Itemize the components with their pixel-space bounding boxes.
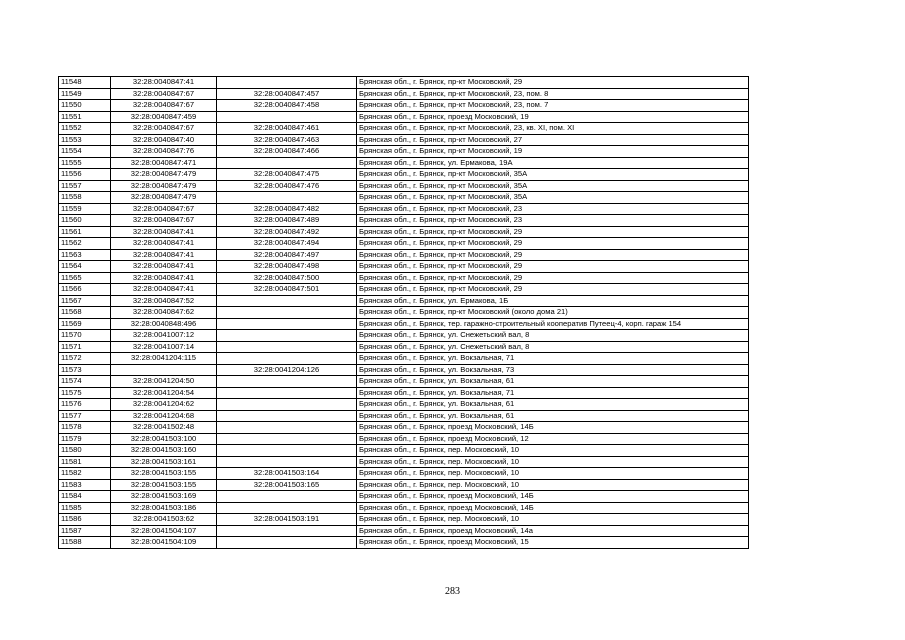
- cadastral-number-cell: [217, 341, 357, 353]
- table-row: [59, 502, 749, 514]
- cadastral-number-cell: 32:28:0040847:501: [217, 284, 357, 296]
- table-row: [59, 284, 749, 296]
- address-cell: Брянская обл., г. Брянск, пр-кт Московский, 23, кв. XI, пом. XI: [357, 123, 749, 135]
- address-cell: Брянская обл., г. Брянск, проезд Московский, 15: [357, 537, 749, 549]
- cadastral-number-cell: 32:28:0040847:492: [217, 226, 357, 238]
- table-row: [59, 341, 749, 353]
- parent-cadastral-number-cell: 32:28:0040847:67: [111, 100, 217, 112]
- row-number-cell: 11583: [59, 479, 111, 491]
- table-row: [59, 514, 749, 526]
- parent-cadastral-number-cell: 32:28:0041007:12: [111, 330, 217, 342]
- row-number-cell: 11551: [59, 111, 111, 123]
- cadastral-number-cell: [217, 307, 357, 319]
- address-cell: Брянская обл., г. Брянск, пр-кт Московский, 23, пом. 8: [357, 88, 749, 100]
- address-cell: Брянская обл., г. Брянск, пр-кт Московский, 29: [357, 272, 749, 284]
- address-cell: Брянская обл., г. Брянск, пр-кт Московский, 35А: [357, 169, 749, 181]
- address-cell: Брянская обл., г. Брянск, пр-кт Московский (около дома 21): [357, 307, 749, 319]
- table-row: [59, 479, 749, 491]
- address-cell: Брянская обл., г. Брянск, пр-кт Московский, 29: [357, 284, 749, 296]
- row-number-cell: 11581: [59, 456, 111, 468]
- address-cell: Брянская обл., г. Брянск, ул. Снежетьский вал, 8: [357, 330, 749, 342]
- cadastral-number-cell: 32:28:0040847:500: [217, 272, 357, 284]
- address-cell: Брянская обл., г. Брянск, пр-кт Московский, 29: [357, 226, 749, 238]
- address-cell: Брянская обл., г. Брянск, пр-кт Московский, 23: [357, 215, 749, 227]
- table-row: [59, 146, 749, 158]
- table-row: [59, 537, 749, 549]
- table-row: [59, 387, 749, 399]
- parent-cadastral-number-cell: 32:28:0040847:76: [111, 146, 217, 158]
- page-number: 283: [445, 586, 460, 597]
- address-cell: Брянская обл., г. Брянск, пер. Московский, 10: [357, 468, 749, 480]
- table-row: [59, 192, 749, 204]
- table-row: [59, 491, 749, 503]
- row-number-cell: 11578: [59, 422, 111, 434]
- parent-cadastral-number-cell: 32:28:0040847:41: [111, 238, 217, 250]
- row-number-cell: 11549: [59, 88, 111, 100]
- table-row: [59, 261, 749, 273]
- cadastral-number-cell: 32:28:0041503:191: [217, 514, 357, 526]
- cadastral-number-cell: [217, 525, 357, 537]
- address-cell: Брянская обл., г. Брянск, ул. Вокзальная, 71: [357, 387, 749, 399]
- cadastral-number-cell: [217, 387, 357, 399]
- row-number-cell: 11567: [59, 295, 111, 307]
- table-row: [59, 77, 749, 89]
- row-number-cell: 11570: [59, 330, 111, 342]
- address-cell: Брянская обл., г. Брянск, проезд Московский, 14Б: [357, 502, 749, 514]
- table-row: [59, 100, 749, 112]
- cadastral-number-cell: [217, 410, 357, 422]
- row-number-cell: 11571: [59, 341, 111, 353]
- table-row: [59, 295, 749, 307]
- address-cell: Брянская обл., г. Брянск, пр-кт Московский, 27: [357, 134, 749, 146]
- table-row: [59, 134, 749, 146]
- row-number-cell: 11553: [59, 134, 111, 146]
- row-number-cell: 11569: [59, 318, 111, 330]
- table-row: [59, 88, 749, 100]
- row-number-cell: 11563: [59, 249, 111, 261]
- row-number-cell: 11557: [59, 180, 111, 192]
- parent-cadastral-number-cell: [111, 364, 217, 376]
- cadastral-number-cell: [217, 445, 357, 457]
- table-row: [59, 364, 749, 376]
- table-row: [59, 422, 749, 434]
- address-cell: Брянская обл., г. Брянск, пр-кт Московский, 19: [357, 146, 749, 158]
- row-number-cell: 11561: [59, 226, 111, 238]
- parent-cadastral-number-cell: 32:28:0040847:67: [111, 123, 217, 135]
- address-cell: Брянская обл., г. Брянск, пр-кт Московский, 29: [357, 249, 749, 261]
- cadastral-number-cell: [217, 77, 357, 89]
- parent-cadastral-number-cell: 32:28:0041503:155: [111, 479, 217, 491]
- parent-cadastral-number-cell: 32:28:0040847:41: [111, 284, 217, 296]
- table-row: [59, 249, 749, 261]
- row-number-cell: 11579: [59, 433, 111, 445]
- parent-cadastral-number-cell: 32:28:0041204:62: [111, 399, 217, 411]
- row-number-cell: 11565: [59, 272, 111, 284]
- parent-cadastral-number-cell: 32:28:0041503:62: [111, 514, 217, 526]
- table-row: [59, 215, 749, 227]
- parent-cadastral-number-cell: 32:28:0040847:471: [111, 157, 217, 169]
- cadastral-number-cell: 32:28:0040847:461: [217, 123, 357, 135]
- table-row: [59, 445, 749, 457]
- row-number-cell: 11564: [59, 261, 111, 273]
- cadastral-number-cell: [217, 157, 357, 169]
- cadastral-number-cell: 32:28:0040847:475: [217, 169, 357, 181]
- row-number-cell: 11587: [59, 525, 111, 537]
- cadastral-number-cell: 32:28:0040847:466: [217, 146, 357, 158]
- parent-cadastral-number-cell: 32:28:0040847:62: [111, 307, 217, 319]
- parent-cadastral-number-cell: 32:28:0040847:41: [111, 226, 217, 238]
- address-cell: Брянская обл., г. Брянск, пер. Московский, 10: [357, 456, 749, 468]
- row-number-cell: 11588: [59, 537, 111, 549]
- parent-cadastral-number-cell: 32:28:0040847:52: [111, 295, 217, 307]
- table-row: [59, 307, 749, 319]
- table-row: [59, 226, 749, 238]
- address-cell: Брянская обл., г. Брянск, ул. Вокзальная, 61: [357, 399, 749, 411]
- address-cell: Брянская обл., г. Брянск, ул. Вокзальная, 61: [357, 376, 749, 388]
- row-number-cell: 11554: [59, 146, 111, 158]
- cadastral-number-cell: 32:28:0040847:498: [217, 261, 357, 273]
- cadastral-number-cell: [217, 330, 357, 342]
- cadastral-number-cell: 32:28:0040847:494: [217, 238, 357, 250]
- address-cell: Брянская обл., г. Брянск, пр-кт Московский, 23, пом. 7: [357, 100, 749, 112]
- table-row: [59, 410, 749, 422]
- row-number-cell: 11575: [59, 387, 111, 399]
- parent-cadastral-number-cell: 32:28:0041504:107: [111, 525, 217, 537]
- cadastral-number-cell: 32:28:0040847:463: [217, 134, 357, 146]
- row-number-cell: 11582: [59, 468, 111, 480]
- address-cell: Брянская обл., г. Брянск, ул. Вокзальная, 61: [357, 410, 749, 422]
- address-cell: Брянская обл., г. Брянск, ул. Ермакова, 1Б: [357, 295, 749, 307]
- row-number-cell: 11555: [59, 157, 111, 169]
- parent-cadastral-number-cell: 32:28:0041007:14: [111, 341, 217, 353]
- cadastral-number-cell: 32:28:0041204:126: [217, 364, 357, 376]
- row-number-cell: 11580: [59, 445, 111, 457]
- parent-cadastral-number-cell: 32:28:0040847:479: [111, 192, 217, 204]
- cadastral-table-body: [59, 77, 749, 549]
- row-number-cell: 11566: [59, 284, 111, 296]
- table-row: [59, 180, 749, 192]
- row-number-cell: 11559: [59, 203, 111, 215]
- parent-cadastral-number-cell: 32:28:0041204:68: [111, 410, 217, 422]
- address-cell: Брянская обл., г. Брянск, пр-кт Московский, 29: [357, 261, 749, 273]
- table-row: [59, 169, 749, 181]
- parent-cadastral-number-cell: 32:28:0041503:186: [111, 502, 217, 514]
- table-row: [59, 525, 749, 537]
- table-row: [59, 318, 749, 330]
- address-cell: Брянская обл., г. Брянск, пер. Московский, 10: [357, 514, 749, 526]
- parent-cadastral-number-cell: 32:28:0040847:67: [111, 88, 217, 100]
- row-number-cell: 11552: [59, 123, 111, 135]
- row-number-cell: 11584: [59, 491, 111, 503]
- row-number-cell: 11556: [59, 169, 111, 181]
- cadastral-number-cell: [217, 192, 357, 204]
- table-row: [59, 272, 749, 284]
- address-cell: Брянская обл., г. Брянск, проезд Московский, 12: [357, 433, 749, 445]
- address-cell: Брянская обл., г. Брянск, проезд Московский, 14а: [357, 525, 749, 537]
- row-number-cell: 11550: [59, 100, 111, 112]
- table-row: [59, 203, 749, 215]
- parent-cadastral-number-cell: 32:28:0040847:67: [111, 203, 217, 215]
- parent-cadastral-number-cell: 32:28:0041204:50: [111, 376, 217, 388]
- parent-cadastral-number-cell: 32:28:0041504:109: [111, 537, 217, 549]
- cadastral-number-cell: [217, 399, 357, 411]
- address-cell: Брянская обл., г. Брянск, ул. Вокзальная, 71: [357, 353, 749, 365]
- row-number-cell: 11573: [59, 364, 111, 376]
- cadastral-table: [58, 76, 749, 549]
- cadastral-number-cell: [217, 491, 357, 503]
- row-number-cell: 11560: [59, 215, 111, 227]
- parent-cadastral-number-cell: 32:28:0041204:54: [111, 387, 217, 399]
- parent-cadastral-number-cell: 32:28:0040847:41: [111, 261, 217, 273]
- cadastral-number-cell: [217, 318, 357, 330]
- table-row: [59, 376, 749, 388]
- address-cell: Брянская обл., г. Брянск, пр-кт Московский, 23: [357, 203, 749, 215]
- parent-cadastral-number-cell: 32:28:0041503:161: [111, 456, 217, 468]
- parent-cadastral-number-cell: 32:28:0040847:479: [111, 169, 217, 181]
- row-number-cell: 11577: [59, 410, 111, 422]
- cadastral-number-cell: [217, 353, 357, 365]
- row-number-cell: 11548: [59, 77, 111, 89]
- parent-cadastral-number-cell: 32:28:0040847:41: [111, 249, 217, 261]
- row-number-cell: 11585: [59, 502, 111, 514]
- cadastral-number-cell: 32:28:0040847:457: [217, 88, 357, 100]
- cadastral-number-cell: 32:28:0040847:482: [217, 203, 357, 215]
- parent-cadastral-number-cell: 32:28:0041502:48: [111, 422, 217, 434]
- table-row: [59, 157, 749, 169]
- row-number-cell: 11576: [59, 399, 111, 411]
- address-cell: Брянская обл., г. Брянск, пер. Московский, 10: [357, 445, 749, 457]
- row-number-cell: 11558: [59, 192, 111, 204]
- cadastral-number-cell: [217, 537, 357, 549]
- parent-cadastral-number-cell: 32:28:0040847:41: [111, 272, 217, 284]
- parent-cadastral-number-cell: 32:28:0041204:115: [111, 353, 217, 365]
- cadastral-number-cell: [217, 422, 357, 434]
- address-cell: Брянская обл., г. Брянск, ул. Вокзальная, 73: [357, 364, 749, 376]
- address-cell: Брянская обл., г. Брянск, пр-кт Московский, 35А: [357, 192, 749, 204]
- table-row: [59, 433, 749, 445]
- row-number-cell: 11568: [59, 307, 111, 319]
- cadastral-number-cell: 32:28:0040847:458: [217, 100, 357, 112]
- row-number-cell: 11586: [59, 514, 111, 526]
- row-number-cell: 11562: [59, 238, 111, 250]
- parent-cadastral-number-cell: 32:28:0040847:40: [111, 134, 217, 146]
- cadastral-number-cell: 32:28:0041503:165: [217, 479, 357, 491]
- address-cell: Брянская обл., г. Брянск, тер. гаражно-строительный кооператив Путеец-4, корп. гараж 154: [357, 318, 749, 330]
- address-cell: Брянская обл., г. Брянск, пр-кт Московский, 29: [357, 77, 749, 89]
- address-cell: Брянская обл., г. Брянск, ул. Ермакова, 19А: [357, 157, 749, 169]
- address-cell: Брянская обл., г. Брянск, проезд Московский, 14Б: [357, 422, 749, 434]
- address-cell: Брянская обл., г. Брянск, проезд Московский, 14Б: [357, 491, 749, 503]
- table-row: [59, 456, 749, 468]
- parent-cadastral-number-cell: 32:28:0041503:169: [111, 491, 217, 503]
- cadastral-number-cell: [217, 456, 357, 468]
- table-row: [59, 238, 749, 250]
- parent-cadastral-number-cell: 32:28:0040848:496: [111, 318, 217, 330]
- table-row: [59, 353, 749, 365]
- table-row: [59, 468, 749, 480]
- parent-cadastral-number-cell: 32:28:0041503:160: [111, 445, 217, 457]
- row-number-cell: 11572: [59, 353, 111, 365]
- cadastral-number-cell: 32:28:0040847:476: [217, 180, 357, 192]
- parent-cadastral-number-cell: 32:28:0041503:100: [111, 433, 217, 445]
- cadastral-number-cell: 32:28:0040847:497: [217, 249, 357, 261]
- address-cell: Брянская обл., г. Брянск, пр-кт Московский, 35А: [357, 180, 749, 192]
- parent-cadastral-number-cell: 32:28:0040847:41: [111, 77, 217, 89]
- parent-cadastral-number-cell: 32:28:0041503:155: [111, 468, 217, 480]
- address-cell: Брянская обл., г. Брянск, проезд Московский, 19: [357, 111, 749, 123]
- parent-cadastral-number-cell: 32:28:0040847:67: [111, 215, 217, 227]
- table-row: [59, 111, 749, 123]
- address-cell: Брянская обл., г. Брянск, пер. Московский, 10: [357, 479, 749, 491]
- parent-cadastral-number-cell: 32:28:0040847:479: [111, 180, 217, 192]
- cadastral-number-cell: 32:28:0041503:164: [217, 468, 357, 480]
- table-row: [59, 330, 749, 342]
- cadastral-number-cell: [217, 502, 357, 514]
- cadastral-number-cell: 32:28:0040847:489: [217, 215, 357, 227]
- cadastral-number-cell: [217, 111, 357, 123]
- address-cell: Брянская обл., г. Брянск, ул. Снежетьский вал, 8: [357, 341, 749, 353]
- cadastral-number-cell: [217, 376, 357, 388]
- cadastral-number-cell: [217, 295, 357, 307]
- table-row: [59, 123, 749, 135]
- table-row: [59, 399, 749, 411]
- parent-cadastral-number-cell: 32:28:0040847:459: [111, 111, 217, 123]
- address-cell: Брянская обл., г. Брянск, пр-кт Московский, 29: [357, 238, 749, 250]
- cadastral-number-cell: [217, 433, 357, 445]
- row-number-cell: 11574: [59, 376, 111, 388]
